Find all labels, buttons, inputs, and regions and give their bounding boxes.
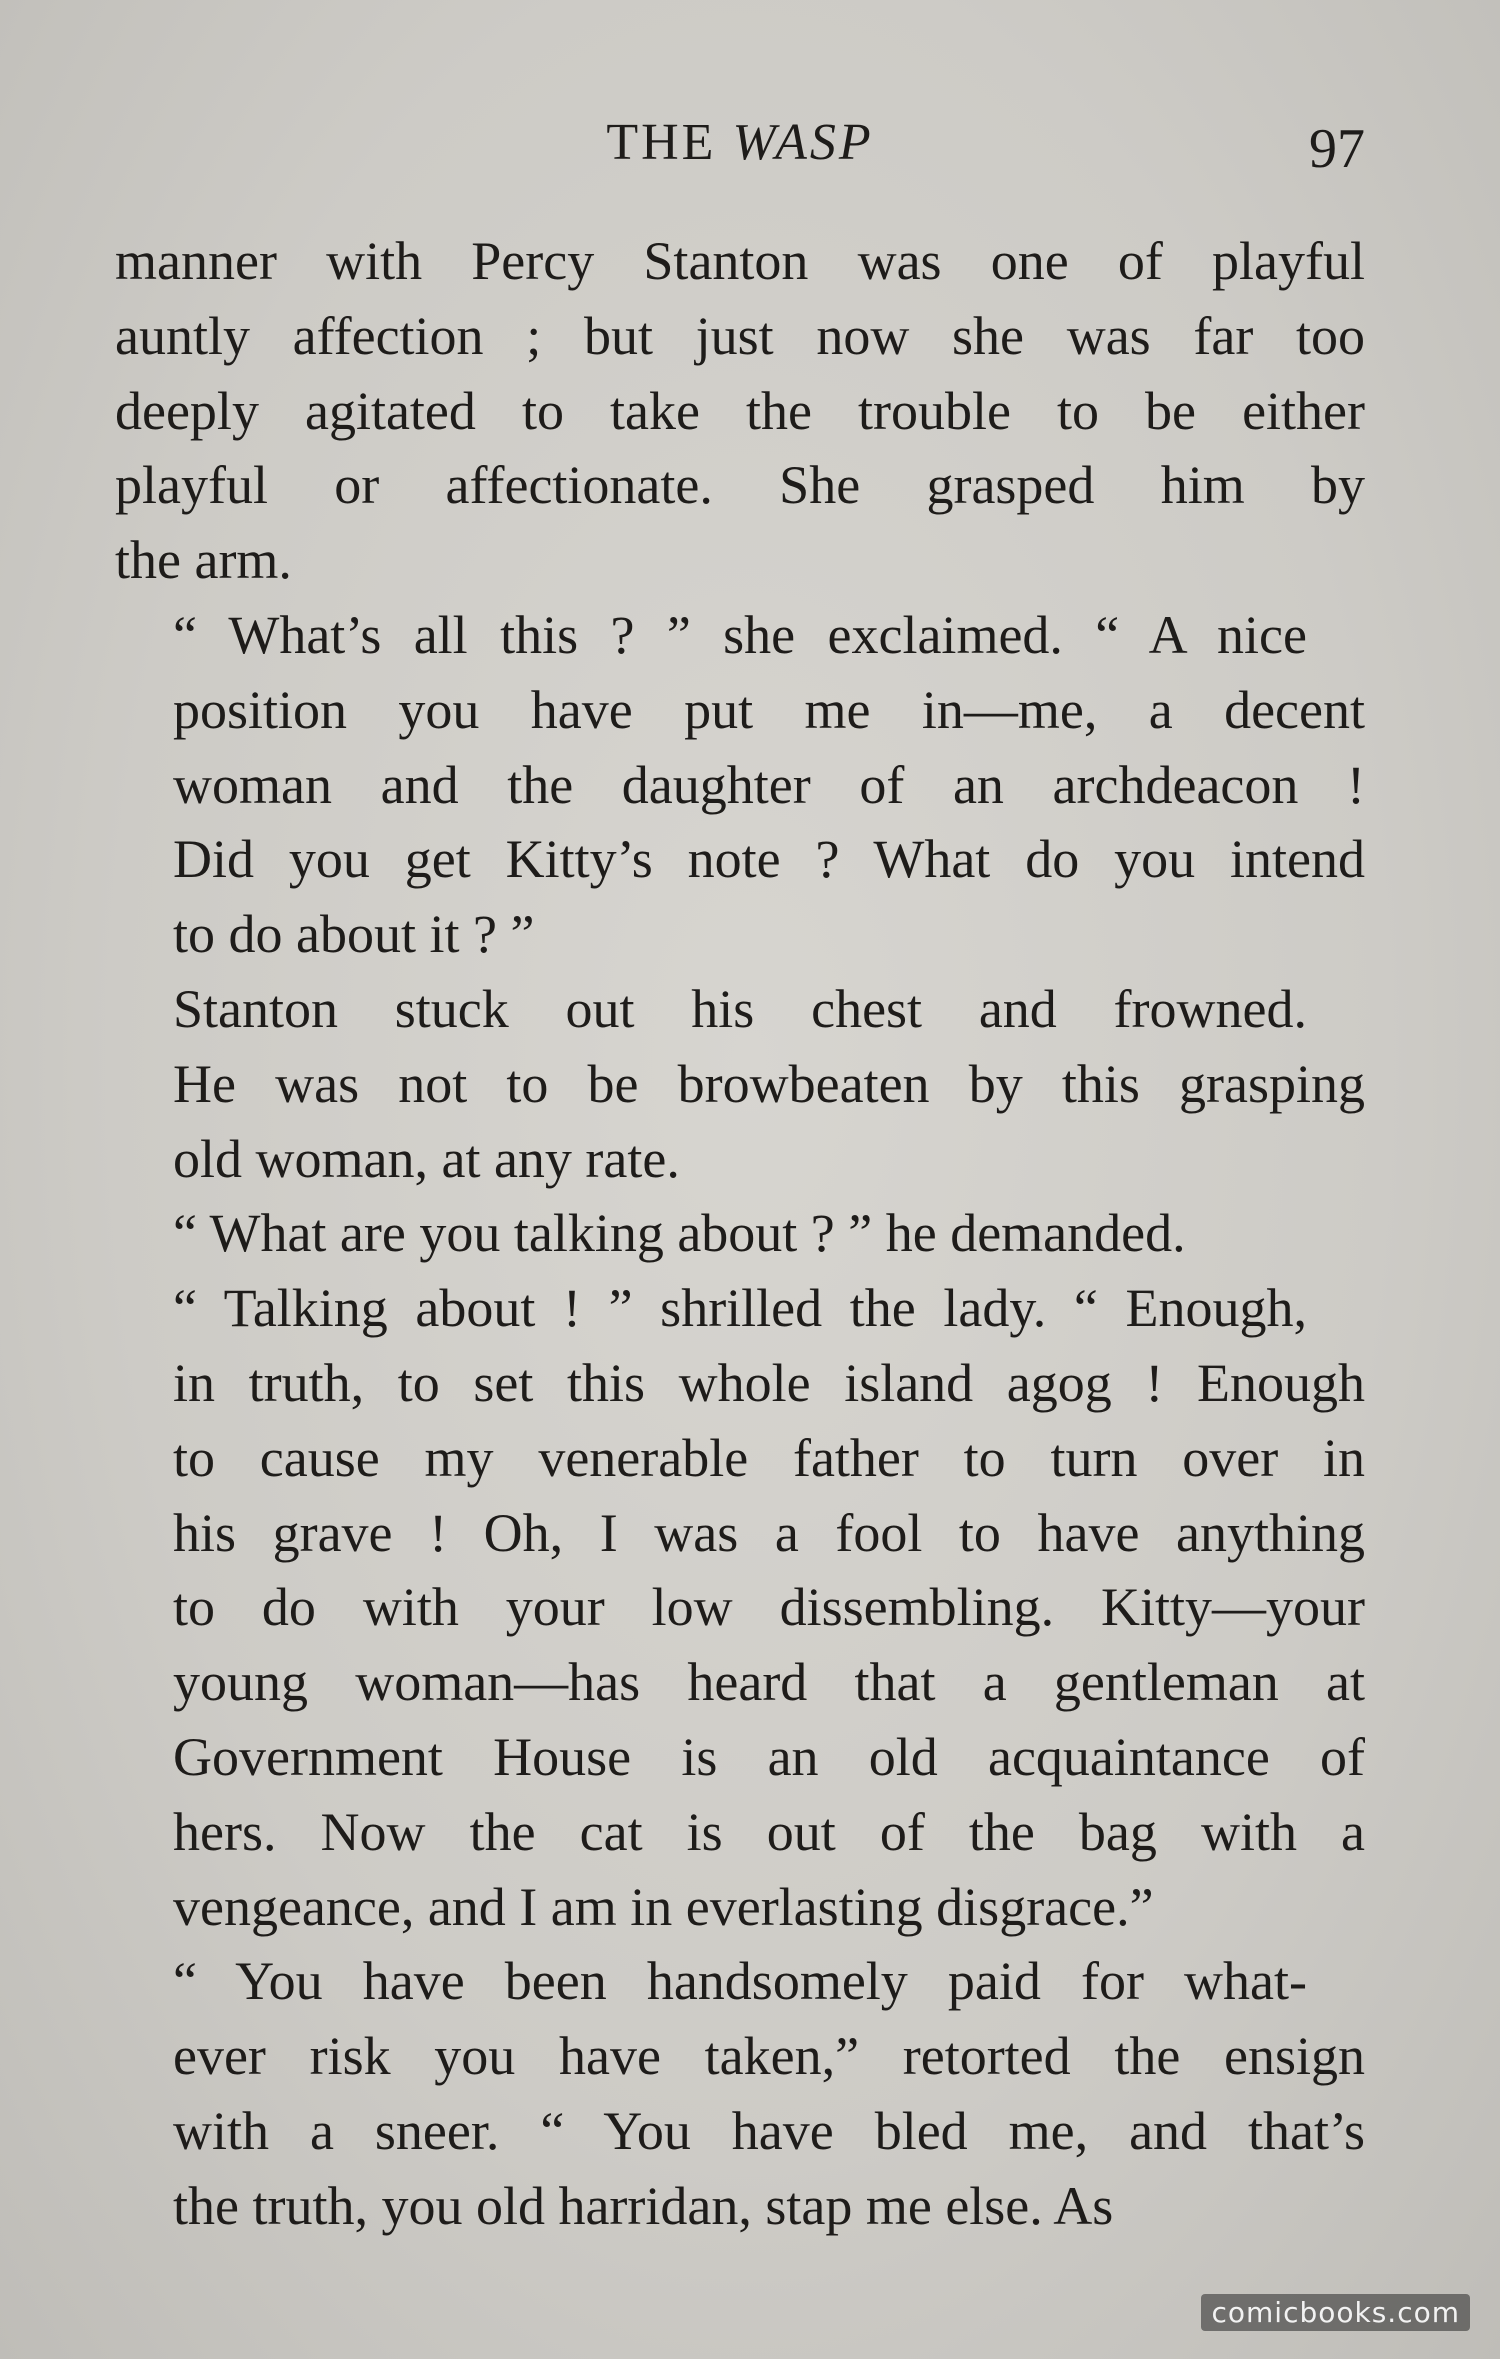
text-line: auntly affection ; but just now she was far too [115, 305, 1365, 366]
text-line: Stanton stuck out his chest and frowned. [173, 978, 1307, 1039]
text-line: Did you get Kitty’s note ? What do you intend [173, 829, 1365, 890]
text-line: manner with Percy Stanton was one of playful [115, 231, 1365, 291]
text-line: vengeance, and I am in everlasting disgrace.” [173, 1876, 1154, 1937]
body-text [115, 224, 1365, 2244]
paragraph [115, 224, 1365, 598]
paragraph [115, 1271, 1365, 1944]
text-line: He was not to be browbeaten by this grasping [173, 1053, 1365, 1114]
text-line: in truth, to set this whole island agog ! Enough [173, 1352, 1365, 1413]
text-line: old woman, at any rate. [173, 1128, 680, 1189]
paragraph [115, 598, 1365, 972]
text-line: “ What’s all this ? ” she exclaimed. “ A nice [173, 604, 1307, 665]
text-line: hers. Now the cat is out of the bag with a [173, 1801, 1365, 1862]
text-line: ever risk you have taken,” retorted the ensign [173, 2026, 1365, 2087]
title-prefix: THE [606, 114, 717, 171]
text-line: his grave ! Oh, I was a fool to have anything [173, 1502, 1365, 1563]
text-line: position you have put me in—me, a decent [173, 679, 1365, 740]
text-line: “ Talking about ! ” shrilled the lady. “ Enough, [173, 1278, 1307, 1339]
watermark: comicbooks.com [1201, 2294, 1470, 2331]
paragraph [115, 1196, 1365, 1271]
text-line: with a sneer. “ You have bled me, and that’s [173, 2100, 1365, 2161]
running-title [115, 108, 1365, 178]
text-line: “ What are you talking about ? ” he demanded. [173, 1203, 1186, 1264]
text-line: to cause my venerable father to turn over in [173, 1427, 1365, 1488]
paragraph [115, 1944, 1365, 2243]
text-line: deeply agitated to take the trouble to be either [115, 380, 1365, 441]
text-line: “ You have been handsomely paid for what- [173, 1951, 1307, 2012]
text-line: young woman—has heard that a gentleman at [173, 1652, 1365, 1713]
paragraph [115, 972, 1365, 1196]
text-line: woman and the daughter of an archdeacon ! [173, 754, 1365, 815]
text-line: the arm. [115, 530, 292, 591]
title-italic: WASP [732, 114, 874, 171]
running-head [115, 108, 1365, 178]
page-number: 97 [1309, 118, 1365, 180]
text-line: to do about it ? ” [173, 904, 535, 965]
text-line: the truth, you old harridan, stap me else. As [173, 2175, 1114, 2236]
text-line: to do with your low dissembling. Kitty—your [173, 1577, 1365, 1638]
text-line: Government House is an old acquaintance of [173, 1726, 1365, 1787]
text-line: playful or affectionate. She grasped him by [115, 455, 1365, 516]
